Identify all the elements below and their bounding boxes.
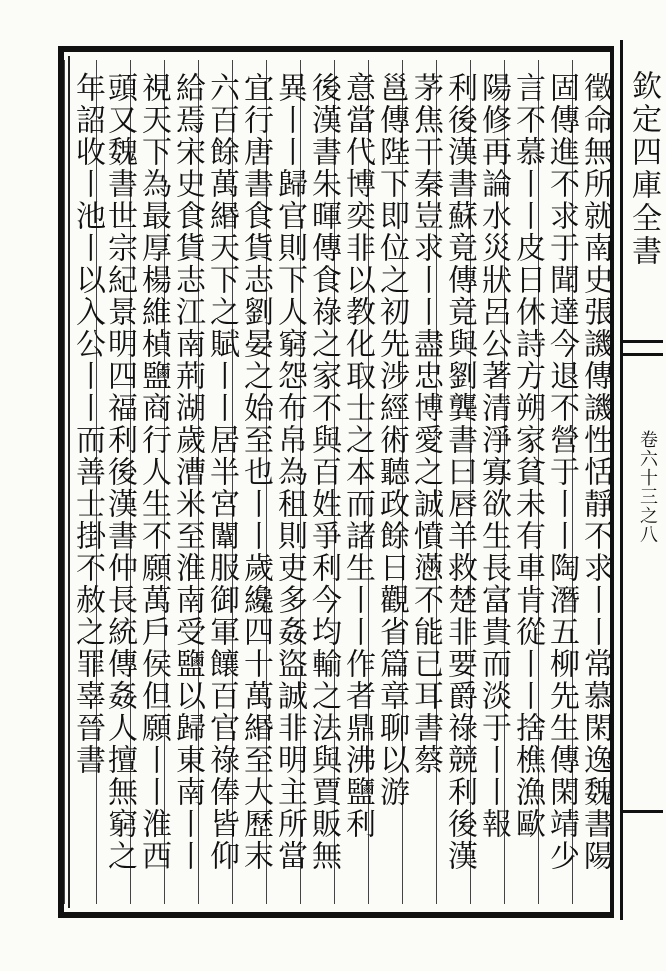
text-frame [58,46,614,918]
column-text: 視天下為最厚楊維楨鹽商行人生不願萬戶侯但願丨丨淮西 [136,72,171,872]
column-text: 邕傳陛下即位之初先涉經術聽政餘日觀省篇章聊以游 [374,72,409,808]
column-text: 宜行唐書食貨志劉晏之始至也丨丨歲纔四十萬緡至大歷末 [238,72,273,872]
column-text: 後漢書朱暉傳食祿之家不與百姓爭利今均輸之法與賈販無 [306,72,341,872]
column-text: 給焉宋史食貨志江南荊湖歲漕米至淮南受鹽以歸東南丨丨 [170,72,205,872]
column-text: 固傳進不求于聞達今退不營于丨丨陶潛五柳先生傳閑靖少 [544,72,579,872]
column-text: 利後漢書蘇竟傳竟與劉龔書曰唇羊救楚非要爵祿競利後漢 [442,72,477,872]
column-text: 意當代博奕非以教化取士之本而諸生丨丨作者鼎沸鹽利 [340,72,375,840]
column-text: 六百餘萬緡天下之賦丨丨居半宮闈服御軍饟百官祿俸皆仰 [204,72,239,872]
column-text: 異丨丨歸官則下人窮怨布帛為租則吏多姦盜誠非明主所當 [272,72,307,872]
column-text: 頭又魏書世宗紀景明四福利後漢書仲長統傳姦人擅無窮之 [102,72,137,872]
column-text: 徵命無所就南史張譏傳譏性恬靜不求丨丨常慕閑逸魏書陽 [578,72,613,872]
lower-rule [623,810,663,813]
block-heart-margin [620,40,663,920]
fishtail-mark [623,340,663,356]
column-text: 茅焦干秦豈求丨丨盡忠博愛之誠憤懣不能已耳書蔡 [408,72,443,776]
text-column-16 [64,60,107,904]
column-text: 陽修再論水災狀呂公著清淨寡欲生長富貴而淡于丨丨報 [476,72,511,840]
volume-label: 卷六十三之八 [637,430,658,544]
column-text: 言不慕丨丨皮日休詩方朔家貧未有車肯從丨丨捨樵漁歐 [510,72,545,840]
book-title: 欽定四庫全書 [626,70,661,268]
column-text: 年詔收丨池丨以入公丨丨而善士掛不赦之罪辜晉書 [70,72,105,776]
